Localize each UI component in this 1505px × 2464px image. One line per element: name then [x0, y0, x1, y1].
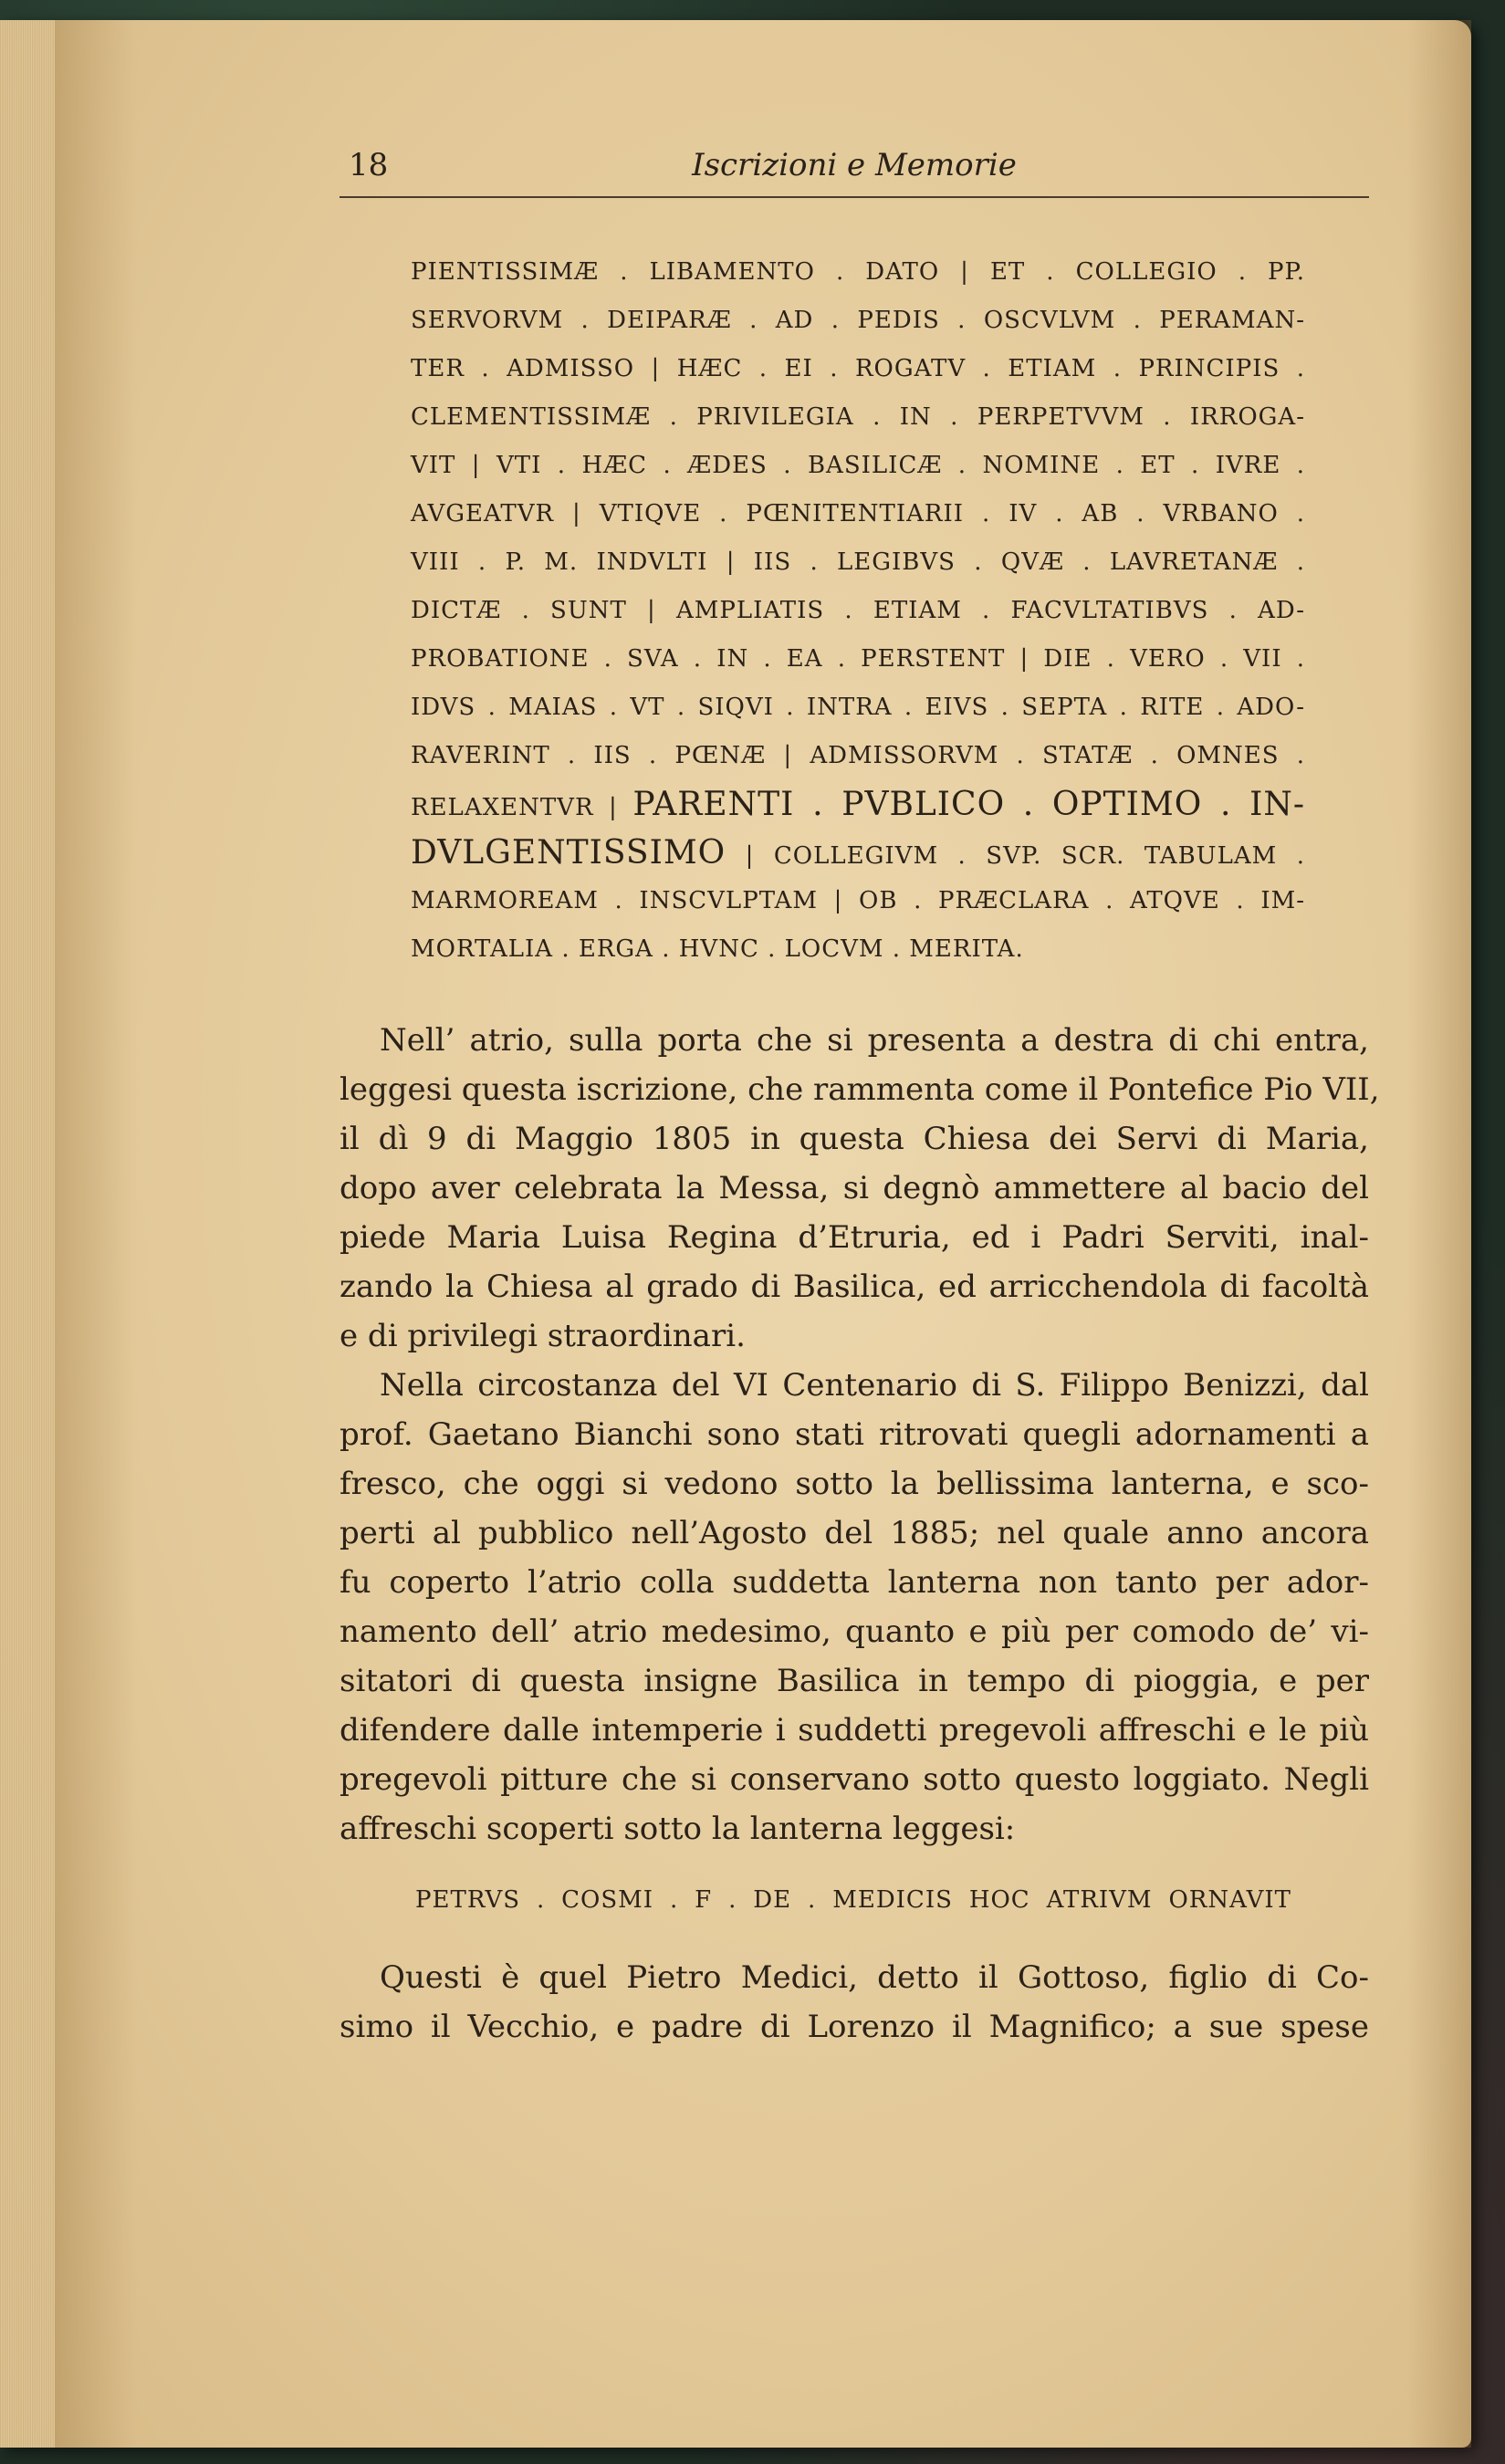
running-head: Iscrizioni e Memorie	[692, 147, 1017, 183]
inscription-line: IDVS . MAIAS . VT . SIQVI . INTRA . EIVS . SEPTA . RITE . ADO-	[411, 694, 1305, 721]
page-edge-stack	[0, 20, 55, 2448]
text-line: leggesi questa iscrizione, che rammenta come il Pontefice Pio VII,	[340, 1071, 1380, 1108]
paragraph-atrio	[340, 1016, 1380, 1361]
inscription-line: MORTALIA . ERGA . HVNC . LOCVM . MERITA.	[411, 935, 1024, 963]
inscription-fragment: RELAXENTVR |	[411, 794, 633, 821]
text-line: prof. Gaetano Bianchi sono stati ritrovati quegli adornamenti a	[340, 1416, 1369, 1453]
inscription-fragment: | COLLEGIVM . SVP. SCR. TABULAM .	[726, 842, 1305, 870]
inscription-line: AVGEATVR | VTIQVE . PŒNITENTIARII . IV . AB . VRBANO .	[411, 500, 1305, 527]
text-line: namento dell’ atrio medesimo, quanto e più per comodo de’ vi-	[340, 1613, 1369, 1650]
text-line: il dì 9 di Maggio 1805 in questa Chiesa dei Servi di Maria,	[340, 1121, 1369, 1157]
inscription-line-mixed	[411, 829, 1305, 877]
inscription-line: MARMOREAM . INSCVLPTAM | OB . PRÆCLARA . ATQVE . IM-	[411, 887, 1305, 914]
text-line: piede Maria Luisa Regina d’Etruria, ed i Padri Serviti, inal-	[340, 1219, 1369, 1256]
text-line: fresco, che oggi si vedono sotto la bellissima lanterna, e sco-	[340, 1466, 1369, 1502]
inscription-line: RAVERINT . IIS . PŒNÆ | ADMISSORVM . STATÆ . OMNES .	[411, 742, 1305, 769]
text-line: Questi è quel Pietro Medici, detto il Gottoso, figlio di Co-	[380, 1959, 1369, 1996]
text-line: fu coperto l’atrio colla suddetta lanterna non tanto per ador-	[340, 1564, 1369, 1601]
inscription-fragment-large: DVLGENTISSIMO	[411, 834, 726, 872]
text-line: e di privilegi straordinari.	[340, 1318, 746, 1354]
inscription-line: VIT | VTI . HÆC . ÆDES . BASILICÆ . NOMINE . ET . IVRE .	[411, 452, 1305, 479]
inscription-line: PIENTISSIMÆ . LIBAMENTO . DATO | ET . COLLEGIO . PP.	[411, 258, 1305, 286]
inscription-line: TER . ADMISSO | HÆC . EI . ROGATV . ETIAM . PRINCIPIS .	[411, 355, 1305, 382]
text-line: difendere dalle intemperie i suddetti pregevoli affreschi e le più	[340, 1712, 1369, 1749]
text-line: dopo aver celebrata la Messa, si degnò ammettere al bacio del	[340, 1170, 1369, 1206]
inscription-fragment-large: PARENTI . PVBLICO . OPTIMO . IN-	[632, 786, 1305, 823]
inscription-line: VIII . P. M. INDVLTI | IIS . LEGIBVS . QVÆ . LAVRETANÆ .	[411, 548, 1305, 576]
text-line: sitatori di questa insigne Basilica in tempo di pioggia, e per	[340, 1663, 1369, 1699]
inscription-line: PROBATIONE . SVA . IN . EA . PERSTENT | DIE . VERO . VII .	[411, 645, 1305, 673]
text-line: perti al pubblico nell’Agosto del 1885; nel quale anno ancora	[340, 1515, 1369, 1551]
text-line: simo il Vecchio, e padre di Lorenzo il Magnifico; a sue spese	[340, 2009, 1369, 2045]
text-line: pregevoli pitture che si conservano sotto questo loggiato. Negli	[340, 1761, 1369, 1798]
text-line: zando la Chiesa al grado di Basilica, ed arricchendola di facoltà	[340, 1269, 1369, 1305]
latin-inscription	[411, 248, 1305, 974]
inscription-line: SERVORVM . DEIPARÆ . AD . PEDIS . OSCVLVM . PERAMAN-	[411, 307, 1305, 334]
page-header	[340, 141, 1369, 198]
gutter-shadow	[55, 20, 137, 2448]
page-number: 18	[349, 147, 389, 183]
text-line: affreschi scoperti sotto la lanterna leggesi:	[340, 1811, 1016, 1847]
inscription-line: DICTÆ . SUNT | AMPLIATIS . ETIAM . FACVLTATIBVS . AD-	[411, 597, 1305, 624]
right-edge-shadow	[1407, 20, 1471, 2448]
paragraph-centenario	[340, 1361, 1369, 1853]
paragraph-pietro-medici	[340, 1953, 1369, 2052]
text-line: Nell’ atrio, sulla porta che si presenta a destra di chi entra,	[380, 1022, 1369, 1059]
inscription-line-mixed	[411, 780, 1305, 829]
medici-inscription: PETRVS . COSMI . F . DE . MEDICIS HOC ATRIVM ORNAVIT	[415, 1886, 1291, 1914]
inscription-line: CLEMENTISSIMÆ . PRIVILEGIA . IN . PERPETVVM . IRROGA-	[411, 403, 1305, 431]
text-line: Nella circostanza del VI Centenario di S. Filippo Benizzi, dal	[380, 1367, 1369, 1404]
